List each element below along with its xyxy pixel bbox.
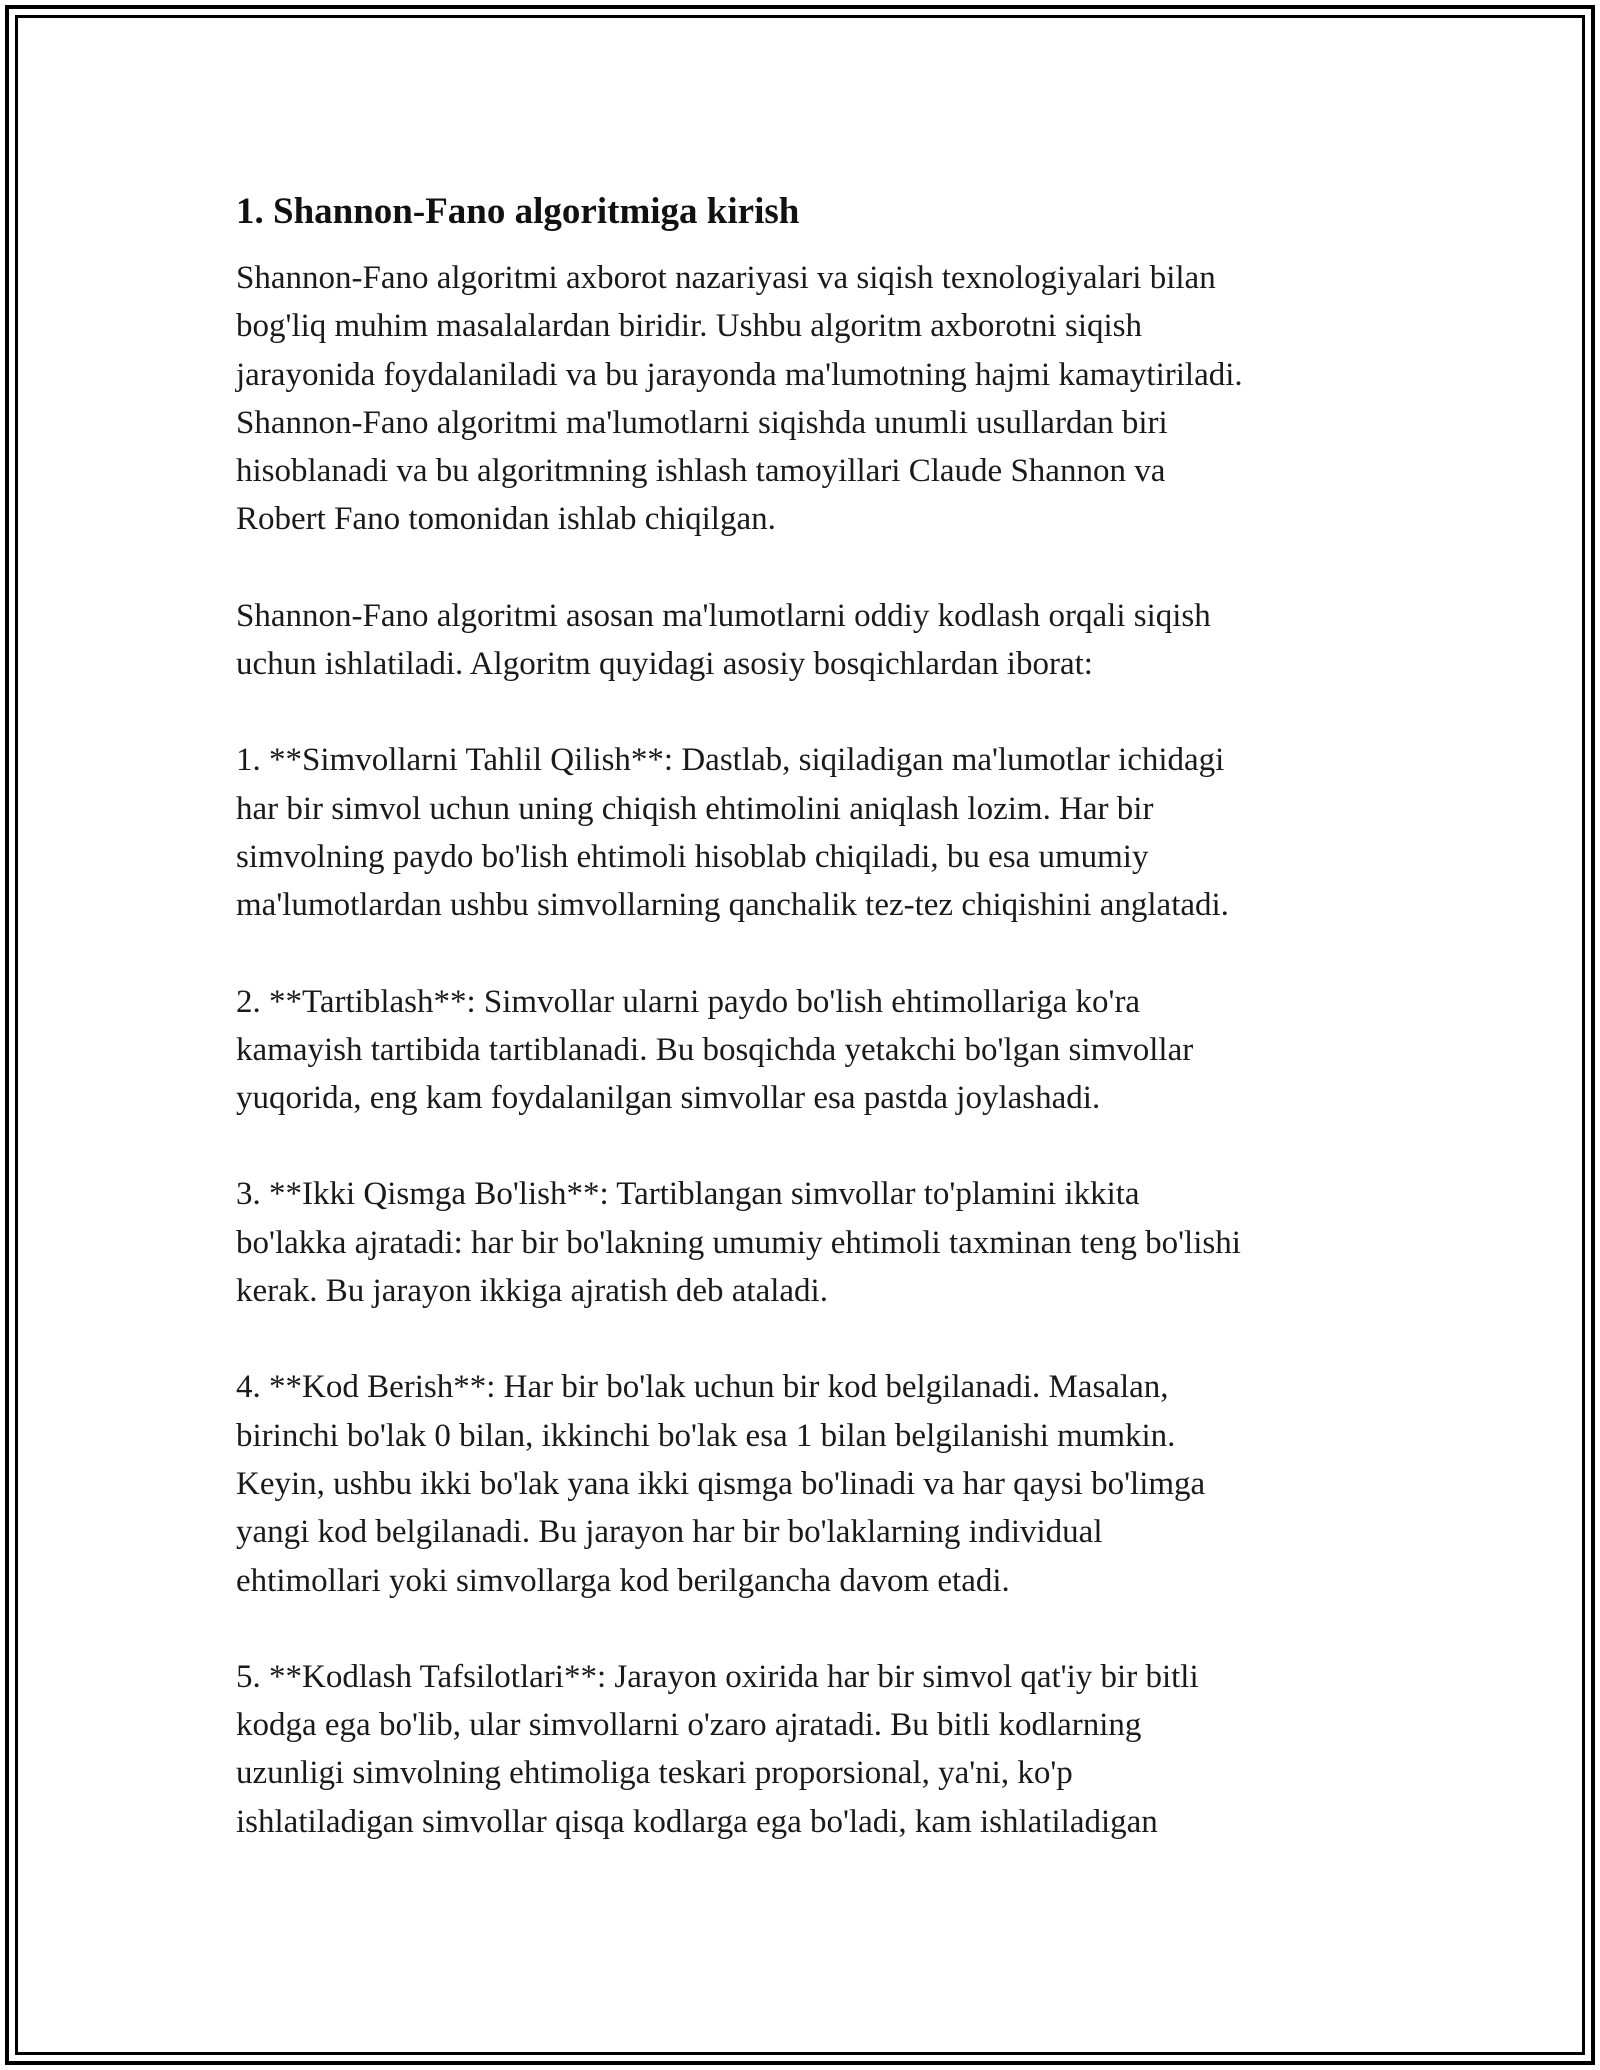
paragraph-step-1 bbox=[236, 736, 1366, 929]
paragraph-step-2 bbox=[236, 978, 1366, 1123]
text-line: Shannon-Fano algoritmi ma'lumotlarni siqishda unumli usullardan biri bbox=[236, 404, 1168, 441]
text-line: uchun ishlatiladi. Algoritm quyidagi asosiy bosqichlardan iborat: bbox=[236, 646, 1093, 683]
text-line: jarayonida foydalaniladi va bu jarayonda ma'lumotning hajmi kamaytiriladi. bbox=[236, 356, 1243, 393]
text-line: yangi kod belgilanadi. Bu jarayon har bir bo'laklarning individual bbox=[236, 1514, 1103, 1551]
paragraph-step-3 bbox=[236, 1170, 1366, 1315]
text-line: 2. **Tartiblash**: Simvollar ularni paydo bo'lish ehtimollariga ko'ra bbox=[236, 983, 1141, 1020]
text-line: kamayish tartibida tartiblanadi. Bu bosqichda yetakchi bo'lgan simvollar bbox=[236, 1031, 1194, 1068]
text-line: 3. **Ikki Qismga Bo'lish**: Tartiblangan simvollar to'plamini ikkita bbox=[236, 1176, 1140, 1213]
text-line: Robert Fano tomonidan ishlab chiqilgan. bbox=[236, 501, 776, 538]
text-line: birinchi bo'lak 0 bilan, ikkinchi bo'lak esa 1 bilan belgilanishi mumkin. bbox=[236, 1417, 1176, 1454]
text-line: har bir simvol uchun uning chiqish ehtimolini aniqlash lozim. Har bir bbox=[236, 790, 1154, 827]
text-line: uzunligi simvolning ehtimoliga teskari proporsional, ya'ni, ko'p bbox=[236, 1755, 1073, 1792]
text-line: ishlatiladigan simvollar qisqa kodlarga ega bo'ladi, kam ishlatiladigan bbox=[236, 1803, 1158, 1840]
text-line: Shannon-Fano algoritmi axborot nazariyasi va siqish texnologiyalari bilan bbox=[236, 260, 1216, 296]
text-line: ehtimollari yoki simvollarga kod berilgancha davom etadi. bbox=[236, 1562, 1010, 1599]
paragraph-intro bbox=[236, 254, 1366, 544]
section-heading: 1. Shannon-Fano algoritmiga kirish bbox=[236, 191, 800, 232]
text-line: 5. **Kodlash Tafsilotlari**: Jarayon oxirida har bir simvol qat'iy bir bitli bbox=[236, 1658, 1199, 1695]
text-line: yuqorida, eng kam foydalanilgan simvollar esa pastda joylashadi. bbox=[236, 1080, 1101, 1117]
text-line: simvolning paydo bo'lish ehtimoli hisoblab chiqiladi, bu esa umumiy bbox=[236, 838, 1149, 875]
paragraph-step-4 bbox=[236, 1363, 1366, 1604]
text-line: 4. **Kod Berish**: Har bir bo'lak uchun bir kod belgilanadi. Masalan, bbox=[236, 1369, 1169, 1406]
text-line: kodga ega bo'lib, ular simvollarni o'zaro ajratadi. Bu bitli kodlarning bbox=[236, 1707, 1142, 1744]
text-line: Keyin, ushbu ikki bo'lak yana ikki qismga bo'linadi va har qaysi bo'limga bbox=[236, 1465, 1206, 1502]
text-line: hisoblanadi va bu algoritmning ishlash tamoyillari Claude Shannon va bbox=[236, 453, 1166, 490]
text-line: bo'lakka ajratadi: har bir bo'lakning umumiy ehtimoli taxminan teng bo'lishi bbox=[236, 1224, 1241, 1261]
text-line: kerak. Bu jarayon ikkiga ajratish deb ataladi. bbox=[236, 1273, 828, 1310]
text-line: 1. **Simvollarni Tahlil Qilish**: Dastlab, siqiladigan ma'lumotlar ichidagi bbox=[236, 742, 1225, 779]
document-body bbox=[236, 188, 1366, 1894]
paragraph-usage bbox=[236, 592, 1366, 689]
paragraph-step-5 bbox=[236, 1653, 1366, 1846]
text-line: ma'lumotlardan ushbu simvollarning qanchalik tez-tez chiqishini anglatadi. bbox=[236, 887, 1229, 924]
text-line: bog'liq muhim masalalardan biridir. Ushbu algoritm axborotni siqish bbox=[236, 308, 1143, 345]
text-line: Shannon-Fano algoritmi asosan ma'lumotlarni oddiy kodlash orqali siqish bbox=[236, 597, 1211, 634]
